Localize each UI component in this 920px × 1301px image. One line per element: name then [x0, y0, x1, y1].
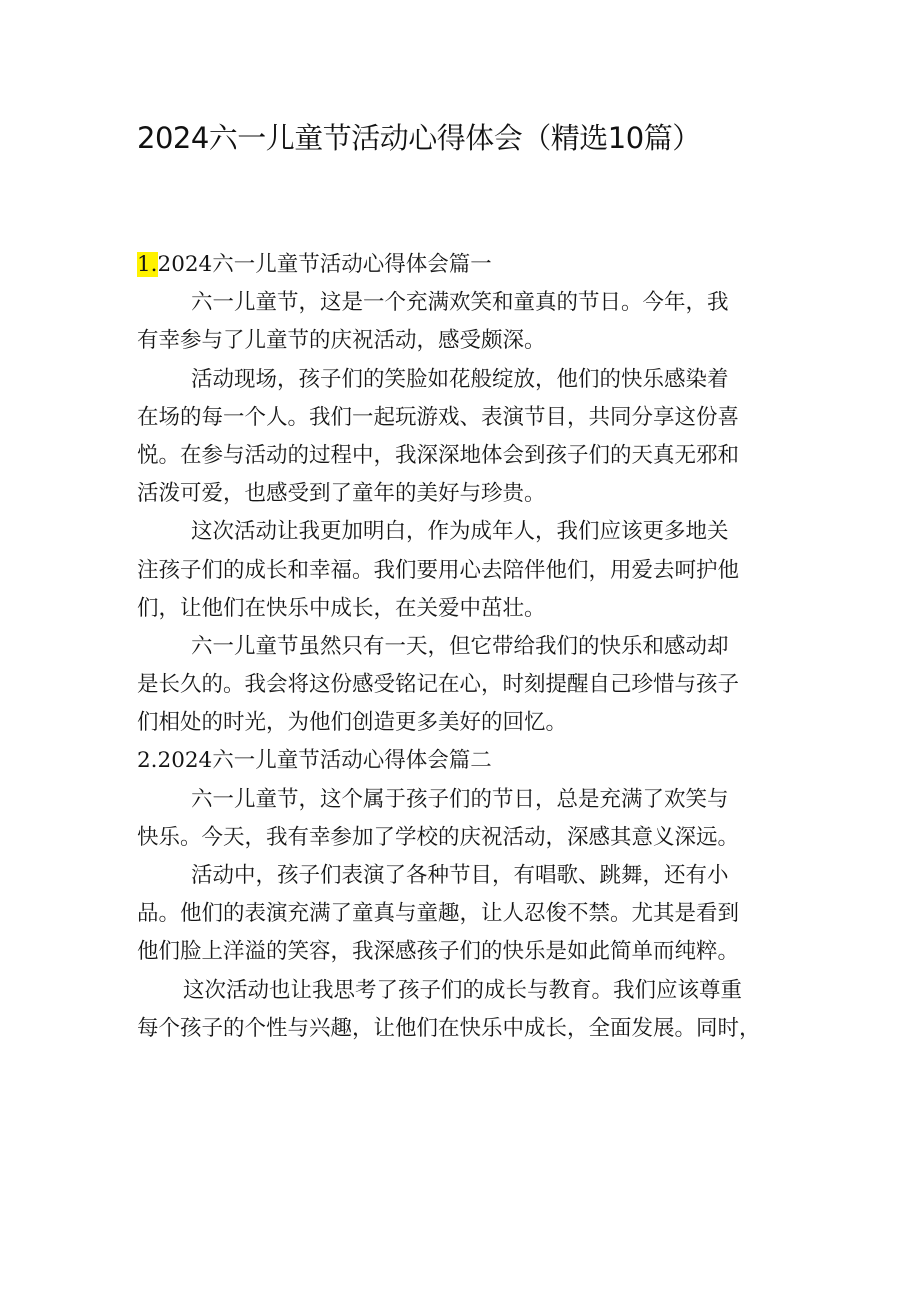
paragraph-line: 活动中，孩子们表演了各种节目，有唱歌、跳舞，还有小 — [191, 863, 729, 888]
paragraph-line: 这次活动也让我思考了孩子们的成长与教育。我们应该尊重 — [183, 977, 743, 1003]
paragraph-line: 们，让他们在快乐中成长，在关爱中茁壮。 — [137, 595, 546, 621]
section-heading — [137, 246, 787, 284]
paragraph-line: 注孩子们的成长和幸福。我们要用心去陪伴他们，用爱去呵护他 — [137, 557, 740, 583]
highlighted-number: 1. — [137, 252, 158, 277]
paragraph-line: 在场的每一个人。我们一起玩游戏、表演节目，共同分享这份喜 — [137, 404, 740, 430]
section-number: 2. — [137, 748, 158, 774]
paragraph-line: 六一儿童节虽然只有一天，但它带给我们的快乐和感动却 — [191, 633, 729, 659]
section-heading-text: 2024六一儿童节活动心得体会篇二 — [157, 748, 492, 774]
paragraph-line: 这次活动让我更加明白，作为成年人，我们应该更多地关 — [191, 519, 729, 545]
paragraph-line: 活泼可爱，也感受到了童年的美好与珍贵。 — [137, 481, 546, 507]
paragraph-line: 六一儿童节，这个属于孩子们的节日，总是充满了欢笑与 — [191, 786, 729, 812]
paragraph-line: 们相处的时光，为他们创造更多美好的回忆。 — [137, 710, 568, 736]
paragraph-line: 是长久的。我会将这份感受铭记在心，时刻提醒自己珍惜与孩子 — [137, 672, 740, 698]
section-heading-text: 2024六一儿童节活动心得体会篇一 — [157, 252, 492, 277]
document-body — [137, 246, 787, 1048]
document-title: 2024六一儿童节活动心得体会（精选10篇） — [137, 121, 701, 155]
paragraph-line: 每个孩子的个性与兴趣，让他们在快乐中成长，全面发展。同时， — [137, 1015, 761, 1041]
paragraph-line: 悦。在参与活动的过程中，我深深地体会到孩子们的天真无邪和 — [137, 442, 740, 468]
paragraph-line: 品。他们的表演充满了童真与童趣，让人忍俊不禁。尤其是看到 — [137, 901, 740, 927]
paragraph-line: 有幸参与了儿童节的庆祝活动，感受颇深。 — [137, 328, 546, 354]
paragraph-line: 快乐。今天，我有幸参加了学校的庆祝活动，深感其意义深远。 — [137, 824, 740, 850]
section-heading — [137, 742, 787, 780]
paragraph-line: 活动现场，孩子们的笑脸如花般绽放，他们的快乐感染着 — [191, 366, 729, 392]
paragraph-line: 六一儿童节，这是一个充满欢笑和童真的节日。今年，我 — [191, 290, 729, 316]
paragraph-line: 他们脸上洋溢的笑容，我深感孩子们的快乐是如此简单而纯粹。 — [137, 939, 740, 965]
